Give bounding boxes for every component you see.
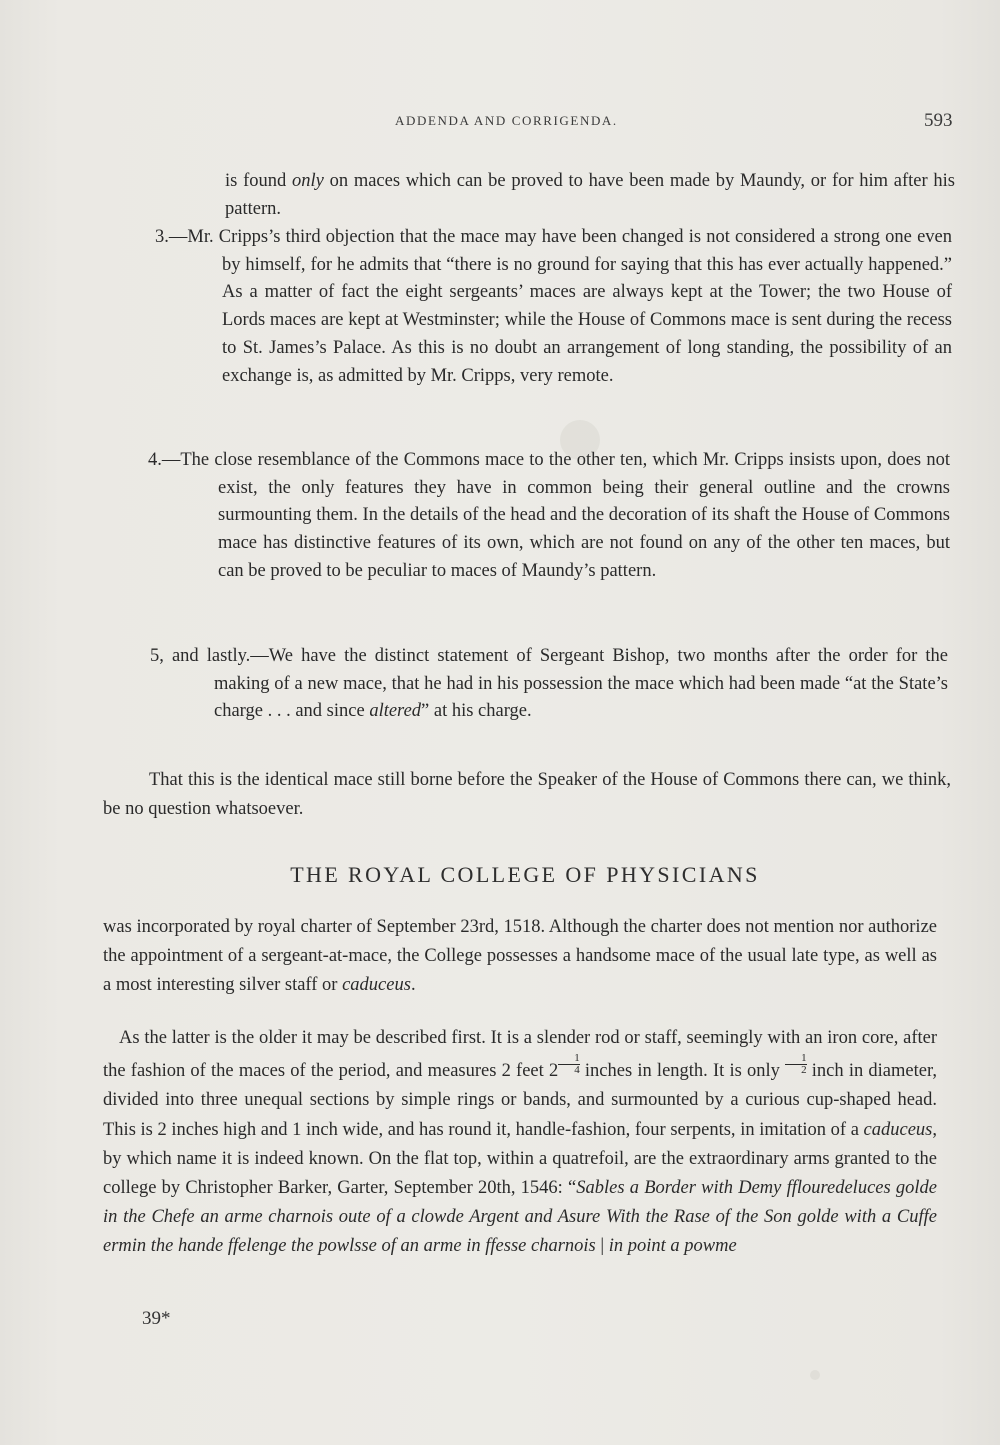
- fraction-denominator: 4: [574, 1064, 580, 1077]
- fraction-numerator: 1: [785, 1053, 807, 1065]
- fraction-quarter: [558, 1053, 580, 1076]
- fraction-numerator: 1: [558, 1053, 580, 1065]
- body-paragraph-1: [103, 913, 937, 1001]
- running-title: ADDENDA AND CORRIGENDA.: [395, 113, 618, 128]
- fraction-half: [785, 1053, 807, 1076]
- emphasis-text: only: [291, 171, 324, 191]
- text-run: ” at his charge.: [421, 701, 532, 722]
- list-item-3-text: 3.—Mr. Cripps’s third objection that the mace may have been changed is not considered a strong one even by himself, for he admits that “there is no ground for saying that this has ever actually happened.” As a matter of fact the eight sergeants’ maces are always kept at the Tower; the two House of Lords maces are kept at Westminster; while the House of Commons mace is sent during the recess to St. James’s Palace. As this is no doubt an arrangement of long standing, the possibility of an exchange is, as admitted by Mr. Cripps, very remote.: [155, 227, 952, 386]
- text-run: is found: [225, 171, 292, 191]
- blazon-quotation: Sables a Border with Demy fflouredeluces golde in the Chefe an arme charnois oute of a clowde Argent and Asure With the Rase of the Son golde with a Cuffe ermin the hande ffelenge the powlsse of an arme in ffesse charnois: [103, 1178, 937, 1257]
- text-run: was incorporated by royal charter of September 23rd, 1518. Although the charter does not mention nor authorize the appointment of a sergeant-at-mace, the College possesses a handsome mace of the usual late type, as well as a most interesting silver staff or: [103, 917, 937, 996]
- running-head: [0, 110, 1000, 137]
- list-item-4: [148, 447, 950, 586]
- text-run: inches in length. It is only: [579, 1061, 786, 1082]
- list-item-5: [150, 643, 948, 726]
- body-paragraph-2: [103, 1024, 937, 1262]
- text-run: .: [410, 975, 416, 996]
- conclusion-paragraph: That this is the identical mace still borne before the Speaker of the House of Commons there can, we think, be no question whatsoever.: [103, 770, 951, 819]
- text-run: 5, and lastly.—We have the distinct statement of Sergeant Bishop, two months after the order for the making of a new mace, that he had in his possession the mace which had been made “at the State’s charge . . . and since: [150, 646, 948, 722]
- list-item-3: [155, 224, 952, 390]
- list-item-4-text: 4.—The close resemblance of the Commons mace to the other ten, which Mr. Cripps insists upon, does not exist, the only features they have in common being their general outline and the crowns surmounting them. In the details of the head and the decoration of its shaft the House of Commons mace has distinctive features of its own, which are not found on any of the other ten maces, but can be proved to be peculiar to maces of Maundy’s pattern.: [148, 450, 950, 581]
- emphasis-text: caduceus: [863, 1119, 933, 1140]
- text-run: , by which name it is indeed known. On the flat top, within a quatrefoil, are the extraordinary arms granted to the college by Christopher Barker, Garter, September 20th, 1546: “: [103, 1119, 937, 1199]
- text-run: on maces which can be proved to have been made by Maundy, or for him after his pattern.: [225, 171, 955, 219]
- signature-mark: 39*: [142, 1308, 171, 1329]
- section-heading: THE ROYAL COLLEGE OF PHYSICIANS: [290, 862, 760, 887]
- emphasis-text: altered: [369, 701, 422, 722]
- paper-stain: [810, 1370, 820, 1380]
- list-item-5-text: [150, 643, 948, 726]
- blazon-quotation: in point a powme: [608, 1236, 737, 1257]
- text-run: |: [595, 1236, 609, 1257]
- item-continuation-text: [225, 168, 955, 223]
- item-continuation: [225, 168, 955, 223]
- text-run: inch in diameter, divided into three unequal sections by simple rings or bands, and surmounted by a curious cup-shaped head. This is 2 inches high and 1 inch wide, and has round it, handle-fashion, four serpents, in imitation of a: [103, 1061, 937, 1140]
- fraction-denominator: 2: [801, 1064, 807, 1077]
- text-run: As the latter is the older it may be described first. It is a slender rod or staff, seemingly with an iron core, after the fashion of the maces of the period, and measures 2 feet 2: [103, 1028, 937, 1082]
- emphasis-text: caduceus: [342, 975, 411, 996]
- page-number: 593: [924, 110, 953, 131]
